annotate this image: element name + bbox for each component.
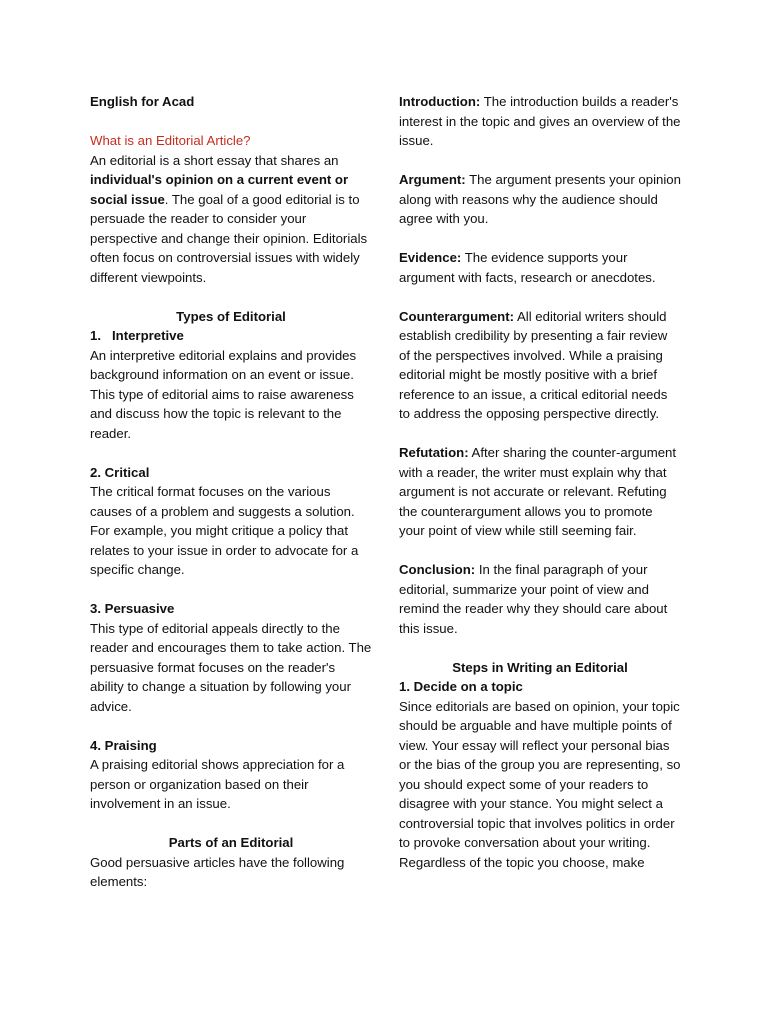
types-heading: Types of Editorial: [176, 308, 286, 324]
spacer: [399, 424, 681, 444]
left-column: [90, 92, 372, 892]
step-title: 1. Decide on a topic: [399, 679, 523, 694]
spacer: [399, 541, 681, 561]
intro-text-bold: individual's opinion on a current event or social issue: [90, 172, 349, 207]
right-column: [399, 92, 681, 872]
steps-heading: Steps in Writing an Editorial: [452, 659, 628, 675]
spacer: [399, 287, 681, 307]
step-paragraph: Since editorials are based on opinion, your topic should be arguable and have multiple points of view. Your essay will reflect your personal bias or the bias of the group you are representing, so you should expect some of your readers to disagree with your stance. You might select a controversial topic that involves politics in order to provoke conversation about your writing. Regardless of the topic you choose, make: [399, 698, 681, 870]
part-item: [399, 92, 681, 151]
parts-heading: Parts of an Editorial: [168, 835, 294, 850]
part-text: After sharing the counter-argument with a reader, the writer must explain why that argument is not accurate or relevant. Refuting the counterargument allows you to promote your point of view while still seeming fair.: [399, 445, 677, 538]
part-label: Evidence:: [399, 250, 462, 265]
part-label: Conclusion:: [399, 562, 476, 577]
spacer: [399, 638, 681, 658]
part-label: Refutation:: [399, 445, 469, 460]
type-paragraph: This type of editorial appeals directly to the reader and encourages them to take action. The persuasive format focuses on the reader's ability to change a situation by following your advice.: [90, 620, 372, 714]
part-text: The argument presents your opinion along with reasons why the audience should agree with you.: [399, 172, 681, 226]
spacer: [399, 229, 681, 249]
what-heading: What is an Editorial Article?: [90, 133, 251, 148]
type-title: 2. Critical: [90, 464, 150, 480]
type-paragraph: For example, you might critique a policy that relates to your issue in order to advocate for a specific change.: [90, 523, 359, 577]
spacer: [90, 443, 372, 463]
parts-intro: Good persuasive articles have the following elements:: [90, 854, 345, 889]
part-item: [399, 443, 681, 541]
part-item: [399, 248, 681, 287]
type-paragraph: A praising editorial shows appreciation for a person or organization based on their involvement in an issue.: [90, 757, 345, 811]
intro-text-post: . The goal of a good editorial is to persuade the reader to consider your perspective and change their opinion. Editorials often focus on controversial issues with widely different viewpoints.: [90, 191, 368, 285]
part-text: In the final paragraph of your editorial, summarize your point of view and remind the reader why they should care about this issue.: [399, 562, 668, 636]
part-text: The evidence supports your argument with facts, research or anecdotes.: [399, 250, 656, 285]
spacer: [90, 580, 372, 600]
spacer: [90, 716, 372, 736]
type-title: 1. Interpretive: [90, 328, 184, 343]
spacer: [90, 287, 372, 307]
intro-text-pre: An editorial is a short essay that shares an: [90, 152, 339, 168]
type-paragraph: The critical format focuses on the various causes of a problem and suggests a solution.: [90, 484, 355, 519]
part-label: Introduction:: [399, 94, 481, 109]
part-label: Counterargument:: [399, 308, 515, 324]
document-title: English for Acad: [90, 94, 195, 109]
type-paragraph: An interpretive editorial explains and provides background information on an event or issue. This type of editorial aims to raise awareness and discuss how the topic is relevant to the reader.: [90, 347, 357, 441]
part-text: The introduction builds a reader's interest in the topic and gives an overview of the issue.: [399, 94, 681, 148]
type-title: 3. Persuasive: [90, 601, 175, 616]
part-label: Argument:: [399, 172, 466, 187]
part-text: All editorial writers should establish credibility by presenting a fair review of the perspectives involved. While a praising editorial might be mostly positive with a brief reference to an issue, a critical editorial needs to address the opposing perspective directly.: [399, 308, 668, 421]
spacer: [90, 814, 372, 834]
intro-paragraph: [90, 151, 372, 288]
part-item: [399, 307, 681, 424]
spacer: [90, 112, 372, 132]
spacer: [399, 151, 681, 171]
part-item: [399, 170, 681, 229]
part-item: [399, 560, 681, 638]
type-title: 4. Praising: [90, 737, 157, 753]
